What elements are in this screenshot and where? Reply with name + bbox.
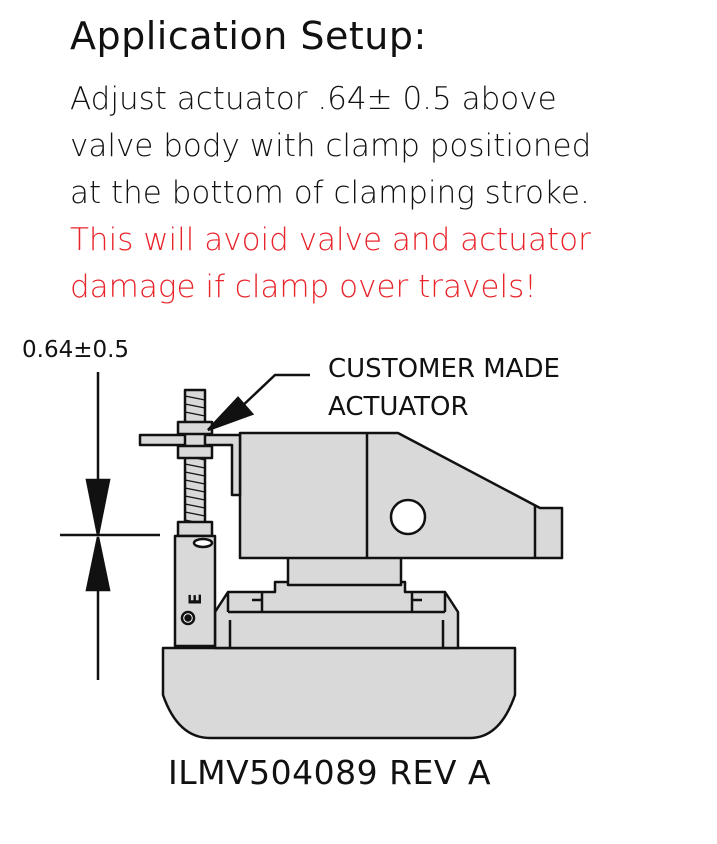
bottom-nut: [178, 522, 212, 536]
warning-line-2: damage if clamp over travels!: [70, 269, 537, 305]
dimension-label: 0.64±0.5: [22, 337, 130, 363]
clamp-column: [288, 555, 401, 585]
drawing-number: ILMV504089 REV A: [168, 753, 492, 792]
instruction-line-2: valve body with clamp positioned: [70, 128, 592, 164]
callout-line-2: ACTUATOR: [328, 392, 469, 422]
valve-marker-letter: E: [186, 593, 206, 605]
base-plate: [163, 648, 515, 738]
valve-port-center: [186, 616, 191, 621]
instruction-line-3: at the bottom of clamping stroke.: [70, 175, 590, 211]
valve-body: [215, 582, 458, 648]
valve-stem-housing: [175, 536, 215, 646]
stem-top: [194, 539, 212, 547]
clamp-arm: [240, 433, 562, 558]
callout-leader: [238, 375, 310, 410]
dimension-arrow-down: [87, 480, 109, 535]
clamp-pivot: [391, 500, 425, 534]
upper-nut: [178, 422, 212, 434]
warning-line-1: This will avoid valve and actuator: [70, 222, 591, 258]
callout-line-1: CUSTOMER MADE: [328, 354, 560, 384]
instruction-line-1: Adjust actuator .64± 0.5 above: [70, 81, 557, 117]
dimension-arrow-up: [87, 537, 109, 590]
page-title: Application Setup:: [70, 14, 427, 58]
lower-nut: [178, 446, 212, 458]
